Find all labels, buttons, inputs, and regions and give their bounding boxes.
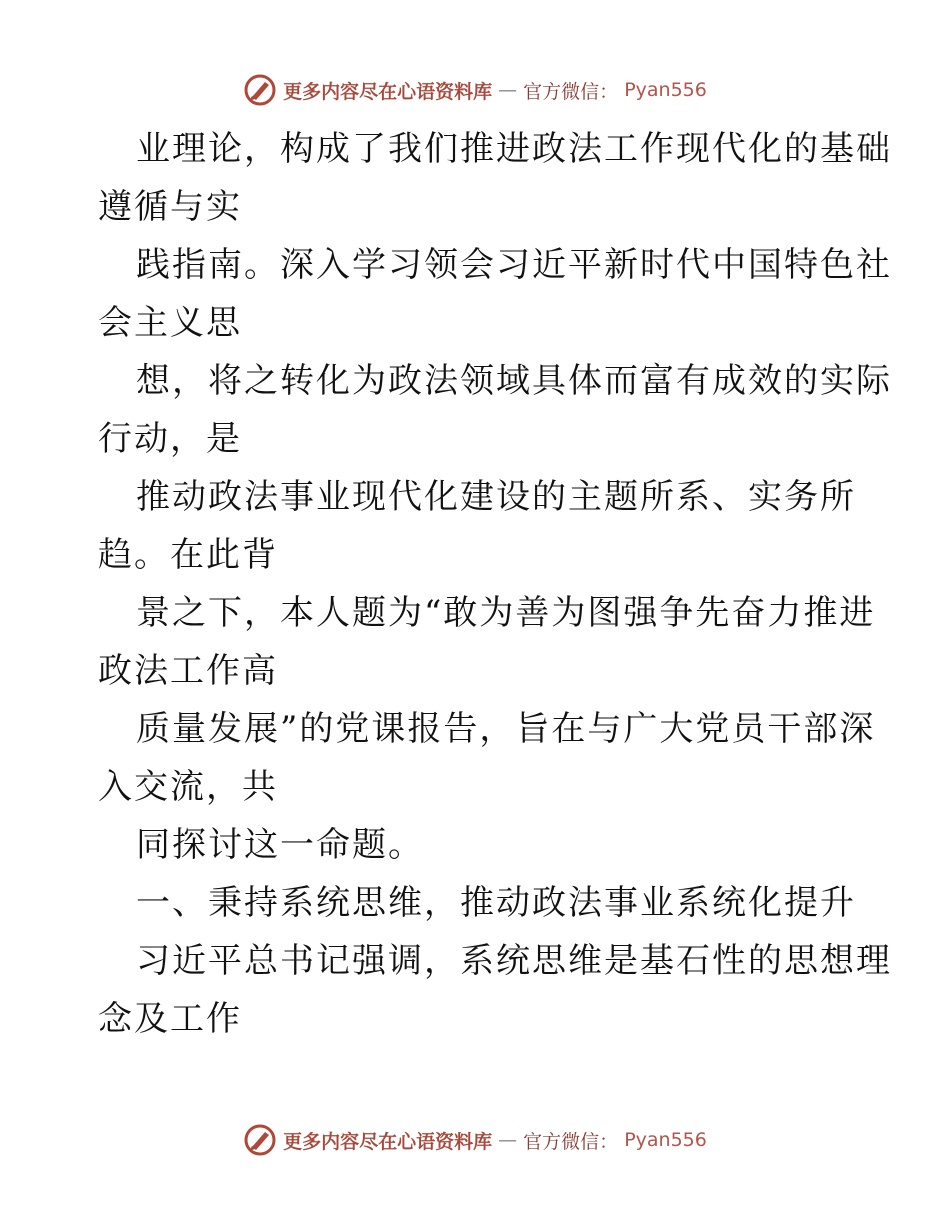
body-line: 会主义思 bbox=[98, 303, 242, 343]
section-heading: 一、秉持系统思维，推动政法事业系统化提升 bbox=[136, 883, 856, 923]
banner-main-text: 更多内容尽在心语资料库 bbox=[283, 1130, 493, 1153]
body-line: 推动政法事业现代化建设的主题所系、实务所 bbox=[136, 477, 856, 517]
body-line: 想，将之转化为政法领域具体而富有成效的实际 bbox=[136, 361, 892, 401]
body-line: 念及工作 bbox=[98, 999, 242, 1039]
banner-sub-text: 官方微信： bbox=[523, 1130, 619, 1153]
body-line: 同探讨这一命题。 bbox=[136, 825, 424, 865]
header-watermark-banner bbox=[0, 72, 950, 108]
body-line: 践指南。深入学习领会习近平新时代中国特色社 bbox=[136, 245, 892, 285]
body-line: 趋。在此背 bbox=[98, 535, 278, 575]
banner-main-text: 更多内容尽在心语资料库 bbox=[283, 80, 493, 103]
body-line: 行动，是 bbox=[98, 419, 242, 459]
footer-watermark-banner bbox=[0, 1122, 950, 1158]
pen-logo-icon bbox=[243, 1123, 277, 1157]
body-line: 入交流，共 bbox=[98, 767, 278, 807]
body-line: 业理论，构成了我们推进政法工作现代化的基础 bbox=[136, 129, 892, 169]
banner-separator: — bbox=[498, 79, 518, 101]
body-line: 景之下，本人题为“敢为善为图强争先奋力推进 bbox=[136, 593, 876, 633]
pen-logo-icon bbox=[243, 73, 277, 107]
body-line: 遵循与实 bbox=[98, 187, 242, 227]
body-line: 质量发展”的党课报告，旨在与广大党员干部深 bbox=[136, 709, 876, 749]
body-line: 习近平总书记强调，系统思维是基石性的思想理 bbox=[136, 941, 892, 981]
banner-separator: — bbox=[498, 1129, 518, 1151]
banner-wechat-id: Pyan556 bbox=[624, 79, 707, 101]
banner-wechat-id: Pyan556 bbox=[624, 1129, 707, 1151]
body-line: 政法工作高 bbox=[98, 651, 278, 691]
banner-sub-text: 官方微信： bbox=[523, 80, 619, 103]
document-body bbox=[98, 120, 892, 1048]
